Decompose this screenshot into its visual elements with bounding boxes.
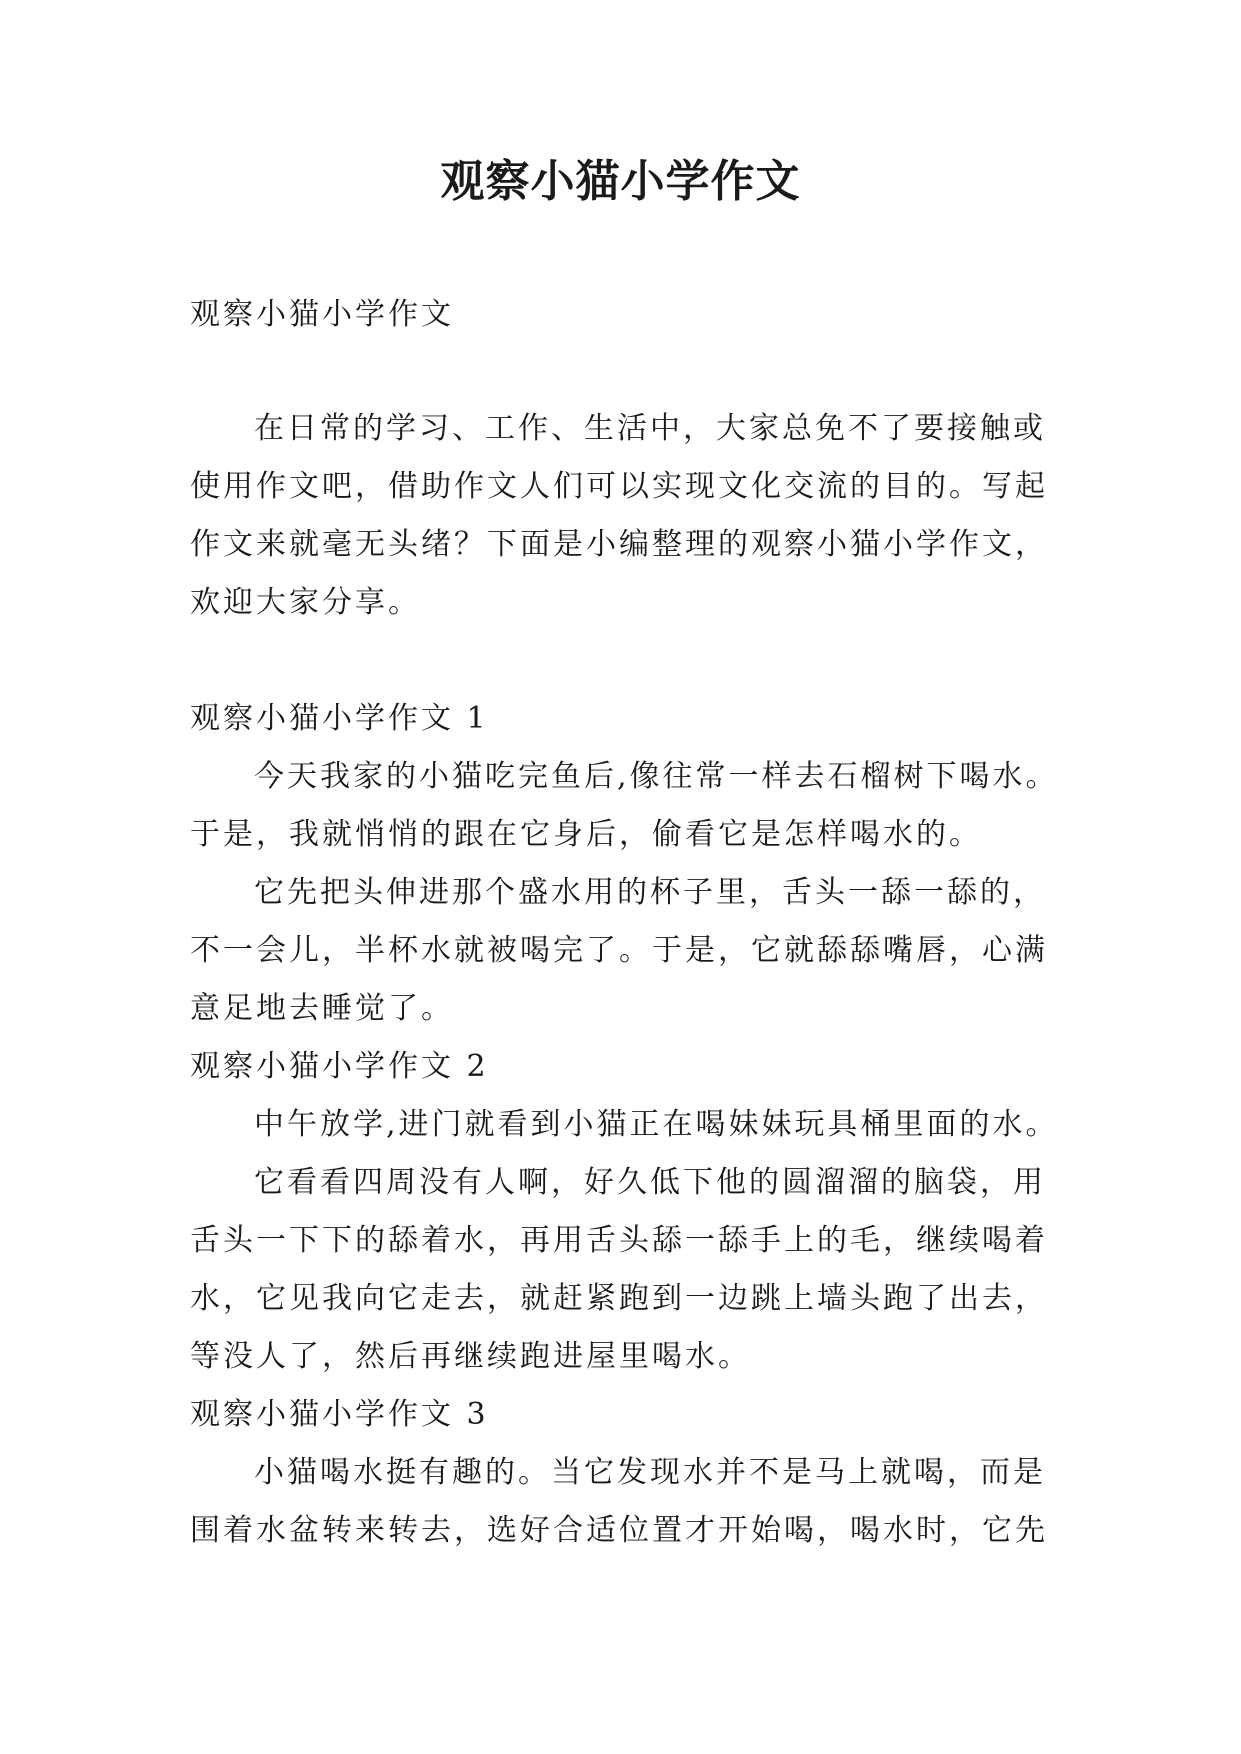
- section-line: 不一会儿，半杯水就被喝完了。于是，它就舔舔嘴唇，心满: [190, 933, 1048, 968]
- intro-line: 使用作文吧，借助作文人们可以实现文化交流的目的。写起: [190, 469, 1048, 504]
- section-heading: 观察小猫小学作文 2: [190, 1049, 489, 1084]
- section-heading: 观察小猫小学作文 3: [190, 1397, 489, 1432]
- section-line: 水，它见我向它走去，就赶紧跑到一边跳上墙头跑了出去，: [190, 1281, 1048, 1316]
- intro-line: 作文来就毫无头绪？下面是小编整理的观察小猫小学作文，: [190, 527, 1048, 562]
- subtitle-line: 观察小猫小学作文: [190, 297, 454, 332]
- section-heading: 观察小猫小学作文 1: [190, 701, 489, 736]
- intro-line: 在日常的学习、工作、生活中，大家总免不了要接触或: [254, 411, 1046, 446]
- essay-sections: [190, 690, 1060, 1560]
- intro-paragraph: [190, 400, 1060, 632]
- section-line: 今天我家的小猫吃完鱼后,像往常一样去石榴树下喝水。: [254, 759, 1059, 794]
- section-line: 它先把头伸进那个盛水用的杯子里，舌头一舔一舔的，: [254, 875, 1046, 910]
- section-line: 意足地去睡觉了。: [190, 991, 454, 1026]
- section-line: 舌头一下下的舔着水，再用舌头舔一舔手上的毛，继续喝着: [190, 1223, 1048, 1258]
- document-subtitle: [190, 286, 1060, 344]
- section-line: 它看看四周没有人啊，好久低下他的圆溜溜的脑袋，用: [254, 1165, 1046, 1200]
- document-title: 观察小猫小学作文: [440, 156, 801, 207]
- intro-line: 欢迎大家分享。: [190, 585, 421, 620]
- section-line: 等没人了，然后再继续跑进屋里喝水。: [190, 1339, 751, 1374]
- section-line: 小猫喝水挺有趣的。当它发现水并不是马上就喝，而是: [254, 1455, 1046, 1490]
- section-line: 围着水盆转来转去，选好合适位置才开始喝，喝水时，它先: [190, 1513, 1048, 1548]
- section-line: 于是，我就悄悄的跟在它身后，偷看它是怎样喝水的。: [190, 817, 982, 852]
- section-line: 中午放学,进门就看到小猫正在喝妹妹玩具桶里面的水。: [254, 1107, 1059, 1142]
